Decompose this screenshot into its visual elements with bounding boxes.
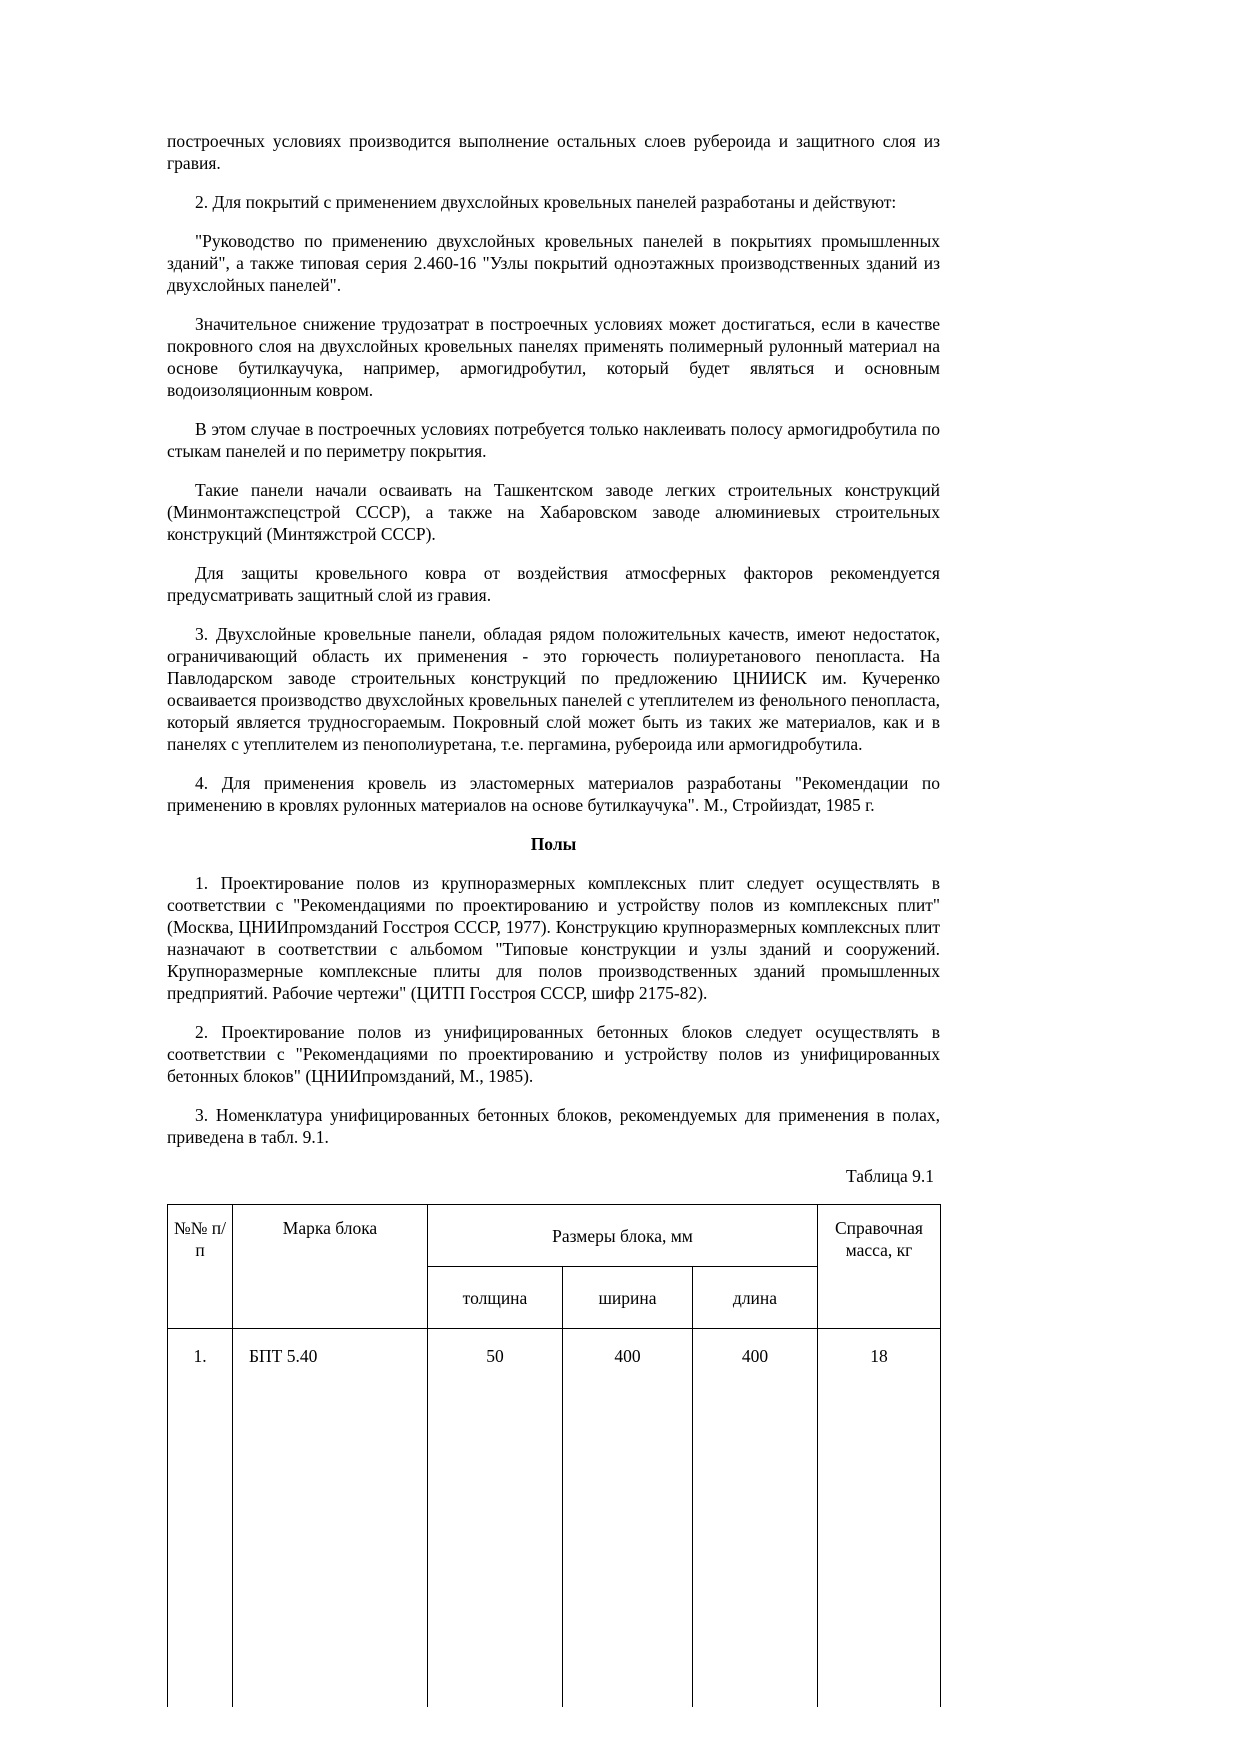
section-heading: Полы [530,834,577,854]
paragraph: В этом случае в построечных условиях потребуется только наклеивать полосу армогидробутила по стыкам панелей и по периметру покрытия. [167,419,940,461]
cell-length: 400 [693,1329,818,1708]
paragraph: Такие панели начали осваивать на Ташкентском заводе легких строительных конструкций (Минмонтажспецстрой СССР), а также на Хабаровском заводе алюминиевых строительных конструкций (Минтяжстрой СССР). [167,480,940,544]
page-content [167,130,940,1707]
paragraph: Значительное снижение трудозатрат в построечных условиях может достигаться, если в качестве покровного слоя на двухслойных кровельных панелях применять полимерный рулонный материал на основе бутилкаучука, например, армогидробутил, который будет являться и основным водоизоляционным ковром. [167,314,940,400]
cell-thickness: 50 [428,1329,563,1708]
col-header-sizes-group: Размеры блока, мм [428,1205,818,1267]
table-header-row [168,1205,941,1267]
cell-mass: 18 [818,1329,941,1708]
col-header-width: ширина [563,1267,693,1329]
col-header-length: длина [693,1267,818,1329]
paragraph: Для защиты кровельного ковра от воздействия атмосферных факторов рекомендуется предусматривать защитный слой из гравия. [167,563,940,605]
paragraph: 3. Двухслойные кровельные панели, обладая рядом положительных качеств, имеют недостаток, ограничивающий область их применения - это горючесть полиуретанового пенопласта. На Павлодарском заводе строительных конструкций по предложению ЦНИИСК им. Кучеренко осваивается производство двухслойных кровельных панелей с утеплителем из фенольного пенопласта, который является трудносгораемым. Покровный слой может быть из таких же материалов, как и в панелях с утеплителем из пенополиуретана, т.е. пергамина, рубероида или армогидробутила. [167,624,940,754]
paragraph: 2. Проектирование полов из унифицированных бетонных блоков следует осуществлять в соответствии с "Рекомендациями по проектированию и устройству полов из унифицированных бетонных блоков" (ЦНИИпромзданий, М., 1985). [167,1022,940,1086]
paragraph: 4. Для применения кровель из эластомерных материалов разработаны "Рекомендации по применению в кровлях рулонных материалов на основе бутилкаучука". М., Стройиздат, 1985 г. [167,773,940,815]
col-header-block-mark: Марка блока [233,1205,428,1329]
table-caption: Таблица 9.1 [846,1166,934,1186]
col-header-reference-mass: Справочная масса, кг [818,1205,941,1329]
paragraph: "Руководство по применению двухслойных кровельных панелей в покрытиях промышленных зданий", а также типовая серия 2.460-16 "Узлы покрытий одноэтажных производственных зданий из двухслойных панелей". [167,231,940,295]
paragraph: 3. Номенклатура унифицированных бетонных блоков, рекомендуемых для применения в полах, приведена в табл. 9.1. [167,1105,940,1147]
cell-block-mark: БПТ 5.40 [233,1329,428,1708]
paragraph: построечных условиях производится выполнение остальных слоев рубероида и защитного слоя из гравия. [167,131,940,173]
cell-row-number: 1. [168,1329,233,1708]
cell-width: 400 [563,1329,693,1708]
table-row [168,1329,941,1708]
blocks-table [167,1204,941,1707]
paragraph: 1. Проектирование полов из крупноразмерных комплексных плит следует осуществлять в соответствии с "Рекомендациями по проектированию и устройству полов из комплексных плит" (Москва, ЦНИИпромзданий Госстроя СССР, 1977). Конструкцию крупноразмерных комплексных плит назначают в соответствии с альбомом "Типовые конструкции и узлы зданий и сооружений. Крупноразмерные комплексные плиты для полов производственных зданий промышленных предприятий. Рабочие чертежи" (ЦИТП Госстроя СССР, шифр 2175-82). [167,873,940,1003]
col-header-thickness: толщина [428,1267,563,1329]
paragraph: 2. Для покрытий с применением двухслойных кровельных панелей разработаны и действуют: [195,192,897,212]
col-header-row-number: №№ п/п [168,1205,233,1329]
